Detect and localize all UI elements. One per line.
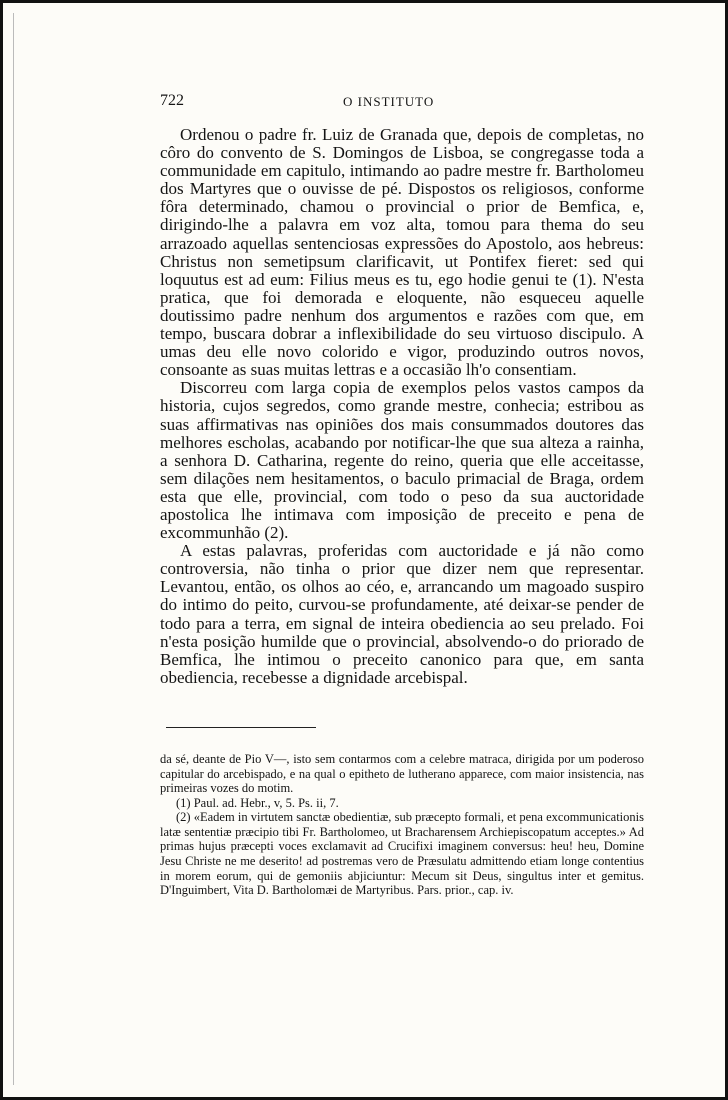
paragraph-3: A estas palavras, proferidas com auctoridade e já não como controversia, não tinha o prior que dizer nem que representar. Levantou, então, os olhos ao céo, e, arrancando um magoado suspiro do intimo do peito, curvou-se profundamente, até deixar-se pender de todo para a terra, em signal de inteira obediencia ao seu prelado. Foi n'esta posição humilde que o provincial, absolvendo-o do priorado de Bemfica, lhe intimou o preceito canonico para que, em santa obediencia, recebesse a dignidade arcebispal.: [160, 541, 644, 687]
footnote-separator: [166, 727, 316, 728]
paragraph-2: Discorreu com larga copia de exemplos pelos vastos campos da historia, cujos segredos, como grande mestre, conhecia; estribou as suas affirmativas nas opiniões dos mais consummados doutores das melhores escholas, acabando por notificar-lhe que sua alteza a rainha, a senhora D. Catharina, regente do reino, queria que elle acceitasse, sem dilações nem hesitamentos, o baculo primacial de Braga, ordem esta que elle, provincial, com todo o peso da sua auctoridade apostolica lhe intimava com imposição de preceito e pena de excommunhão (2).: [160, 378, 644, 543]
page-number: 722: [160, 92, 184, 109]
footnote-1: (1) Paul. ad. Hebr., v, 5. Ps. ii, 7.: [176, 795, 339, 810]
book-page: [160, 92, 644, 898]
paragraph-1: Ordenou o padre fr. Luiz de Granada que, depois de completas, no côro do convento de S. Domingos de Lisboa, se congregasse toda a communidade em capitulo, intimando ao padre mestre fr. Bartholomeu dos Martyres que o ouvisse de pé. Dispostos os religiosos, conforme fôra determinado, chamou o provincial o prior de Bemfica, e, dirigindo-lhe a palavra em voz alta, tomou para thema do seu arrazoado aquellas sentenciosas expressões do Apostolo, aos hebreus: Christus non semetipsum clarificavit, ut Pontifex fieret: sed qui loquutus est ad eum: Filius meus es tu, ego hodie genui te (1). N'esta pratica, que foi demorada e eloquente, não esqueceu aquelle doutissimo padre nenhum dos argumentos e razões com que, em tempo, buscara dobrar a inflexibilidade do seu virtuoso discipulo. A umas deu elle novo colorido e vigor, produzindo outros novos, consoante as suas muitas lettras e a occasião lh'o consentiam.: [160, 125, 644, 380]
body-text: [160, 126, 644, 687]
page-header: [160, 92, 644, 116]
footnote-continuation: da sé, deante de Pio V—, isto sem contarmos com a celebre matraca, dirigida por um poderoso capitular do arcebispado, e na qual o epitheto de lutherano apparece, com maior insistencia, nas primeiras vozes do motim.: [160, 751, 644, 796]
footnotes: [160, 752, 644, 898]
running-title: O INSTITUTO: [343, 94, 435, 109]
footnote-2: (2) «Eadem in virtutem sanctæ obedientiæ, sub præcepto formali, et pena excommunicationis latæ sententiæ præcipio tibi Fr. Bartholomeo, ut Bracharensem Archiepiscopatum acceptes.» Ad primas hujus præcepti voces exclamavit ad Crucifixi imaginem conversus: heu! heu, Domine Jesu Christe ne me deserito! ad postremas vero de Præsulatu admittendo etiam longe contentius in morem eorum, qui de gemoniis abjiciuntur: Mecum sit Deus, singultus inter et gemitus. D'Inguimbert, Vita D. Bartholomæi de Martyribus. Pars. prior., cap. iv.: [160, 810, 644, 898]
